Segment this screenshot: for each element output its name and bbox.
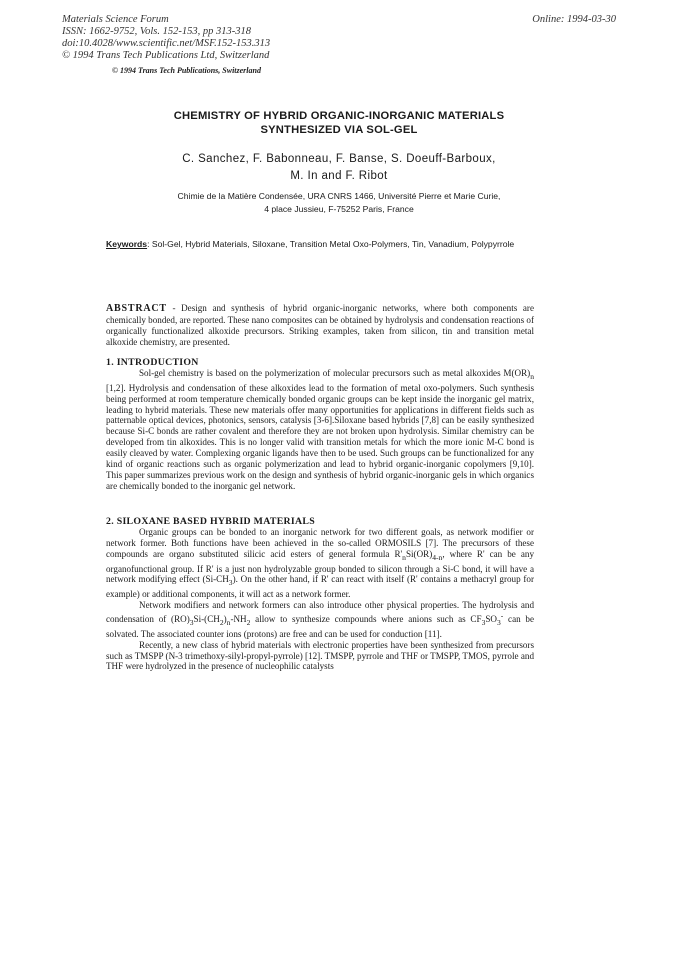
paragraph bbox=[106, 600, 534, 640]
text-run: [1,2]. Hydrolysis and condensation of these alkoxides lead to the formation of metal oxo-polymers. Such synthesis being performed at room temperature chemically bonded organic groups can be kept inside the inorganic gel matrix, leading to hybrid materials. These new materials offer many opportunities for applications in different fields such as patternable optical devices, photonics, sensors, catalysis [3-6].Siloxane based hybrids [7,8] can be easily synthesized because Si-C bonds are rather covalent and therefore they are not broken upon hydrolysis. Similar chemistry can be developed from tin alkoxides. This is no longer valid with transition metals for which the more ionic M-C bond is easily cleaved by water. Complexing organic ligands have then to be used. Such groups can be functionalized for any kind of organic reactions such as organic polymerization and lead to hybrid organic-inorganic copolymers [9,10]. This paper summarizes previous work on the design and synthesis of hybrid organic-inorganic gels in which organics are chemically bonded to the inorganic gel network. bbox=[106, 382, 534, 491]
text-run: , where R' can be any organofunctional group. If R' is a just non hydrolyzable group bonded to silicon through a Si-C bond, it will have a network modifying effect (Si-CH bbox=[106, 548, 534, 585]
subscript: n bbox=[226, 617, 231, 627]
affiliation bbox=[0, 190, 678, 216]
text-run: Network modifiers and network formers can also introduce other physical properties. The hydrolysis and condensation of (RO) bbox=[106, 600, 534, 624]
section-heading: 1. INTRODUCTION bbox=[106, 357, 199, 368]
authors-line: M. In and F. Ribot bbox=[290, 170, 388, 182]
keywords-text: : Sol-Gel, Hybrid Materials, Siloxane, Transition Metal Oxo-Polymers, Tin, Vanadium, Polypyrrole bbox=[147, 239, 515, 249]
online-date: Online: 1994-03-30 bbox=[532, 14, 616, 25]
text-run: can be solvated. The associated counter ions (protons) are free and can be used for conduction [11]. bbox=[106, 614, 535, 639]
keywords-block bbox=[106, 238, 530, 250]
affiliation-line: 4 place Jussieu, F-75252 Paris, France bbox=[264, 204, 414, 214]
subscript: 3 bbox=[481, 617, 486, 627]
text-run: allow to synthesize compounds where anions such as CF bbox=[250, 614, 482, 624]
subscript: 2 bbox=[246, 617, 251, 627]
paper-title bbox=[0, 109, 678, 137]
subscript: 3 bbox=[189, 617, 194, 627]
affiliation-line: Chimie de la Matière Condensée, URA CNRS 1466, Université Pierre et Marie Curie, bbox=[177, 191, 501, 201]
author-list bbox=[0, 151, 678, 185]
text-run: Organic groups can be bonded to an inorganic network for two different goals, as network modifier or network former. Both functions have been achieved in the so-called ORMOSILS [7]. The precursors of these compounds are organo substituted silicic acid esters of general formula R' bbox=[106, 527, 534, 559]
paragraph bbox=[106, 527, 534, 600]
title-line: SYNTHESIZED VIA SOL-GEL bbox=[260, 124, 418, 136]
abstract-label: ABSTRACT bbox=[106, 303, 167, 314]
superscript: - bbox=[500, 610, 504, 620]
paragraph bbox=[106, 368, 534, 492]
journal-name: Materials Science Forum bbox=[62, 14, 169, 25]
text-run: Sol-gel chemistry is based on the polymerization of molecular precursors such as metal alkoxides M(OR) bbox=[139, 368, 531, 378]
subscript: n bbox=[530, 371, 534, 381]
authors-line: C. Sanchez, F. Babonneau, F. Banse, S. Doeuff-Barboux, bbox=[182, 153, 496, 165]
text-run: ) bbox=[223, 614, 227, 624]
abstract-block bbox=[106, 303, 534, 348]
section-body bbox=[106, 368, 534, 492]
keywords-label: Keywords bbox=[106, 239, 148, 249]
text-run: ). On the other hand, if R' can react with itself (R' contains a methacryl group for example) or additional components, it will act as a network former. bbox=[106, 574, 534, 600]
journal-doi[interactable]: doi:10.4028/www.scientific.net/MSF.152-153.313 bbox=[62, 38, 271, 49]
subscript: n bbox=[402, 552, 406, 562]
abstract-text: - Design and synthesis of hybrid organic-inorganic networks, where both components are chemically bonded, are reported. These nano composites can be obtained by hydrolysis and condensation reactions of organically functionalized alkoxide precursors. Striking examples, taken from silicon, tin and transition metal alkoxide chemistry, are presented. bbox=[106, 303, 534, 347]
journal-issn: ISSN: 1662-9752, Vols. 152-153, pp 313-318 bbox=[62, 26, 251, 37]
subscript: 3 bbox=[228, 578, 233, 588]
print-copyright: © 1994 Trans Tech Publications, Switzerland bbox=[112, 66, 261, 75]
paragraph: Recently, a new class of hybrid materials with electronic properties have been synthesized from precursors such as TMSPP (N-3 trimethoxy-silyl-propyl-pyrrole) [12]. TMSPP, pyrrole and THF or TMSPP, TMOS, pyrrole and THF were hydrolyzed in the presence of nucleophilic catalysts bbox=[106, 639, 534, 672]
text-run: SO bbox=[485, 614, 497, 624]
subscript: 3 bbox=[496, 617, 501, 627]
text-run: -NH bbox=[230, 614, 247, 624]
title-line: CHEMISTRY OF HYBRID ORGANIC-INORGANIC MATERIALS bbox=[173, 110, 505, 122]
section-body bbox=[106, 527, 534, 672]
section-heading: 2. SILOXANE BASED HYBRID MATERIALS bbox=[106, 516, 315, 527]
subscript: 4-n bbox=[432, 552, 443, 562]
journal-header bbox=[62, 14, 270, 62]
journal-copyright: © 1994 Trans Tech Publications Ltd, Switzerland bbox=[62, 50, 270, 61]
subscript: 2 bbox=[219, 617, 224, 627]
text-run: Si-(CH bbox=[193, 614, 220, 624]
text-run: Si(OR) bbox=[405, 548, 433, 559]
